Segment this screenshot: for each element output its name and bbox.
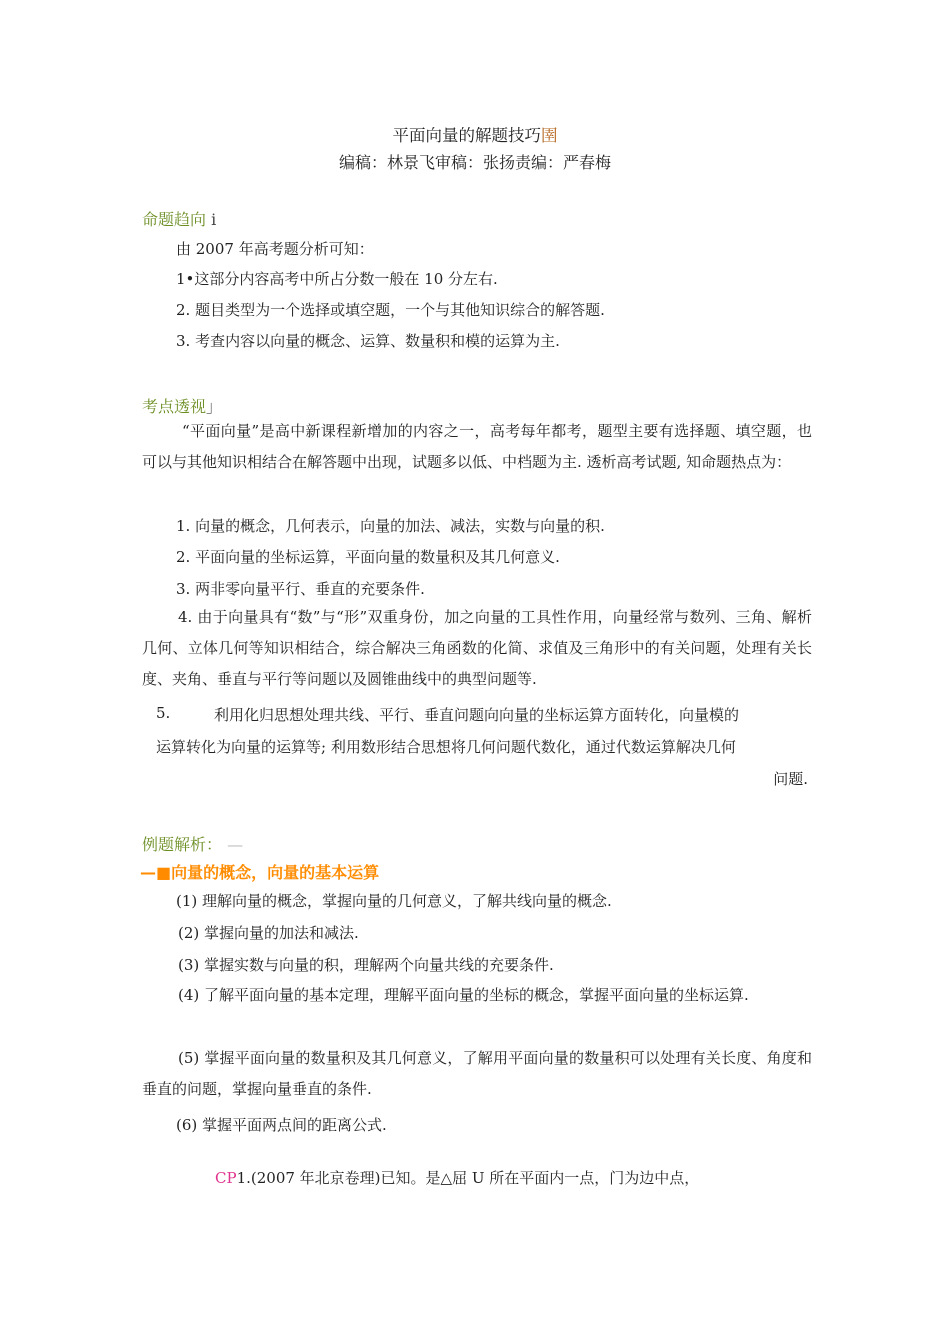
document-credits: 编稿：林景飞审稿：张扬责编：严春梅: [338, 153, 611, 172]
title-mark: 圉: [541, 126, 558, 145]
document-title: 平面向量的解题技巧圉: [392, 126, 558, 145]
section2-item-5-line3: 问题.: [773, 770, 808, 788]
section2-item-5-num: 5.: [156, 704, 171, 722]
section1-item-1: 1•这部分内容高考中所占分数一般在 10 分左右.: [176, 270, 498, 288]
section3-item-6: (6) 掌握平面两点间的距离公式.: [176, 1116, 387, 1134]
section-heading-examples: 例题解析： —: [142, 835, 244, 854]
example-tag: CP: [215, 1169, 237, 1187]
section3-item-4: (4) 了解平面向量的基本定理，理解平面向量的坐标的概念，掌握平面向量的坐标运算.: [178, 986, 749, 1004]
section-heading-trend: 命题趋向 i: [142, 210, 217, 229]
section2-item-5-line1: 利用化归思想处理共线、平行、垂直问题向向量的坐标运算方面转化，向量模的: [214, 706, 740, 724]
section3-item-1: (1) 理解向量的概念，掌握向量的几何意义，了解共线向量的概念.: [176, 892, 612, 910]
section2-item-5-line2: 运算转化为向量的运算等; 利用数形结合思想将几何问题代数化，通过代数运算解决几何: [156, 738, 736, 756]
section1-item-2: 2. 题目类型为一个选择或填空题，一个与其他知识综合的解答题.: [176, 301, 605, 319]
section2-item-4: 4. 由于向量具有“数”与“形”双重身份，加之向量的工具性作用，向量经常与数列、三角、解析几何、立体几何等知识相结合，综合解决三角函数的化简、求值及三角形中的有关问题，处理有关长度、夹角、垂直与平行等问题以及圆锥曲线中的典型问题等.: [142, 608, 812, 688]
section3-item-3: (3) 掌握实数与向量的积，理解两个向量共线的充要条件.: [178, 956, 554, 974]
section2-item-1: 1. 向量的概念，几何表示，向量的加法、减法，实数与向量的积.: [176, 517, 605, 535]
section2-intro: “平面向量”是高中新课程新增加的内容之一，高考每年都考，题型主要有选择题、填空题，也可以与其他知识相结合在解答题中出现，试题多以低、中档题为主. 透析高考试题, 知命题热点为：: [142, 422, 812, 471]
section-heading-points: 考点透视」: [142, 397, 223, 416]
example-1: CP1.(2007 年北京卷理)已知。是△屈 U 所在平面内一点，门为边中点，: [215, 1169, 700, 1187]
section1-item-3: 3. 考查内容以向量的概念、运算、数量积和模的运算为主.: [176, 332, 560, 350]
section2-item-3: 3. 两非零向量平行、垂直的充要条件.: [176, 580, 425, 598]
section3-item-2: (2) 掌握向量的加法和减法.: [178, 924, 359, 942]
section3-item-5: (5) 掌握平面向量的数量积及其几何意义，了解用平面向量的数量积可以处理有关长度、角度和垂直的问题，掌握向量垂直的条件.: [142, 1049, 812, 1098]
subheading-vector-basics: —■向量的概念，向量的基本运算: [140, 863, 380, 882]
section1-intro: 由 2007 年高考题分析可知：: [176, 240, 374, 258]
section2-item-2: 2. 平面向量的坐标运算，平面向量的数量积及其几何意义.: [176, 548, 560, 566]
